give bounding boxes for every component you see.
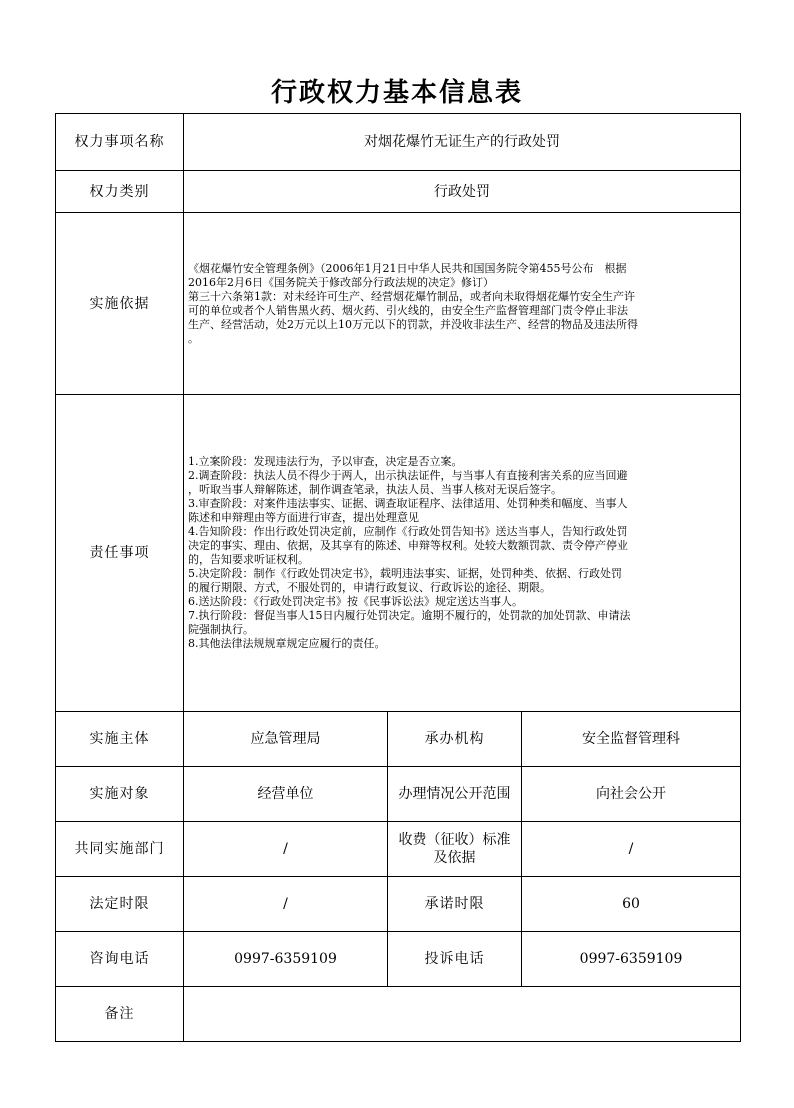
responsibility-text — [184, 395, 741, 712]
row-basis — [56, 213, 741, 395]
row-time-limit — [56, 877, 741, 932]
responsibility-line: 1.立案阶段：发现违法行为，予以审查，决定是否立案。 — [188, 455, 463, 468]
remark-value — [184, 987, 741, 1042]
promised-time-limit-label: 承诺时限 — [388, 877, 522, 932]
row-power-name — [56, 114, 741, 171]
joint-dept-label: 共同实施部门 — [56, 822, 184, 877]
row-responsibility — [56, 395, 741, 712]
responsibility-line: 2.调查阶段：执法人员不得少于两人，出示执法证件，与当事人有直接利害关系的应当回避 — [188, 469, 628, 482]
disclosure-scope-value: 向社会公开 — [522, 767, 741, 822]
responsibility-line: 4.告知阶段：作出行政处罚决定前，应制作《行政处罚告知书》送达当事人，告知行政处罚 — [188, 525, 628, 538]
responsibility-line: 7.执行阶段：督促当事人15日内履行处罚决定。逾期不履行的，处罚款的加处罚款、申请法 — [188, 609, 631, 622]
target-label: 实施对象 — [56, 767, 184, 822]
responsibility-line: 院强制执行。 — [188, 623, 254, 636]
consult-phone-value: 0997-6359109 — [184, 932, 388, 987]
subject-label: 实施主体 — [56, 712, 184, 767]
basis-line: 《烟花爆竹安全管理条例》（2006年1月21日中华人民共和国国务院令第455号公布 根据 — [188, 261, 627, 275]
category-value: 行政处罚 — [184, 171, 741, 213]
row-target — [56, 767, 741, 822]
handling-org-value: 安全监督管理科 — [522, 712, 741, 767]
basis-line: 可的单位或者个人销售黑火药、烟火药、引火线的，由安全生产监督管理部门责令停止非法 — [188, 303, 628, 317]
info-table — [55, 113, 741, 1042]
row-remark — [56, 987, 741, 1042]
handling-org-label: 承办机构 — [388, 712, 522, 767]
legal-time-limit-value: / — [184, 877, 388, 932]
basis-line: 生产、经营活动，处2万元以上10万元以下的罚款，并没收非法生产、经营的物品及违法所得 — [188, 317, 638, 331]
row-category — [56, 171, 741, 213]
consult-phone-label: 咨询电话 — [56, 932, 184, 987]
subject-value: 应急管理局 — [184, 712, 388, 767]
basis-line: 。 — [188, 331, 199, 345]
basis-line: 第三十六条第1款：对未经许可生产、经营烟花爆竹制品，或者向未取得烟花爆竹安全生产许 — [188, 289, 635, 303]
responsibility-line: 的履行期限、方式，不服处罚的，申请行政复议、行政诉讼的途径、期限。 — [188, 581, 551, 594]
responsibility-line: 6.送达阶段：《行政处罚决定书》按《民事诉讼法》规定送达当事人。 — [188, 595, 523, 608]
responsibility-line: 3.审查阶段：对案件违法事实、证据、调查取证程序、法律适用、处罚种类和幅度、当事人 — [188, 497, 628, 510]
target-value: 经营单位 — [184, 767, 388, 822]
responsibility-line: 5.决定阶段：制作《行政处罚决定书》，载明违法事实、证据，处罚种类、依据、行政处罚 — [188, 567, 622, 580]
responsibility-label: 责任事项 — [56, 395, 184, 712]
category-label: 权力类别 — [56, 171, 184, 213]
responsibility-line: ，听取当事人辩解陈述，制作调查笔录，执法人员、当事人核对无误后签字。 — [188, 483, 562, 496]
remark-label: 备注 — [56, 987, 184, 1042]
responsibility-line: 陈述和申辩理由等方面进行审查，提出处理意见 — [188, 511, 419, 524]
joint-dept-value: / — [184, 822, 388, 877]
power-name-value: 对烟花爆竹无证生产的行政处罚 — [184, 114, 741, 171]
row-joint — [56, 822, 741, 877]
page-title: 行政权力基本信息表 — [270, 78, 523, 108]
promised-time-limit-value: 60 — [522, 877, 741, 932]
basis-label: 实施依据 — [56, 213, 184, 395]
responsibility-line: 决定的事实、理由、依据，及其享有的陈述、申辩等权利。处较大数额罚款、责令停产停业 — [188, 539, 628, 552]
responsibility-line: 的，告知要求听证权利。 — [188, 553, 309, 566]
responsibility-line: 8.其他法律法规规章规定应履行的责任。 — [188, 637, 386, 650]
disclosure-scope-label: 办理情况公开范围 — [388, 767, 522, 822]
legal-time-limit-label: 法定时限 — [56, 877, 184, 932]
power-name-label: 权力事项名称 — [56, 114, 184, 171]
basis-line: 2016年2月6日《国务院关于修改部分行政法规的决定》修订） — [188, 275, 494, 289]
complaint-phone-label: 投诉电话 — [388, 932, 522, 987]
fee-standard-value: / — [522, 822, 741, 877]
row-phone — [56, 932, 741, 987]
fee-standard-label: 收费（征收）标准及依据 — [388, 822, 522, 877]
complaint-phone-value: 0997-6359109 — [522, 932, 741, 987]
basis-text — [184, 213, 741, 395]
row-subject — [56, 712, 741, 767]
